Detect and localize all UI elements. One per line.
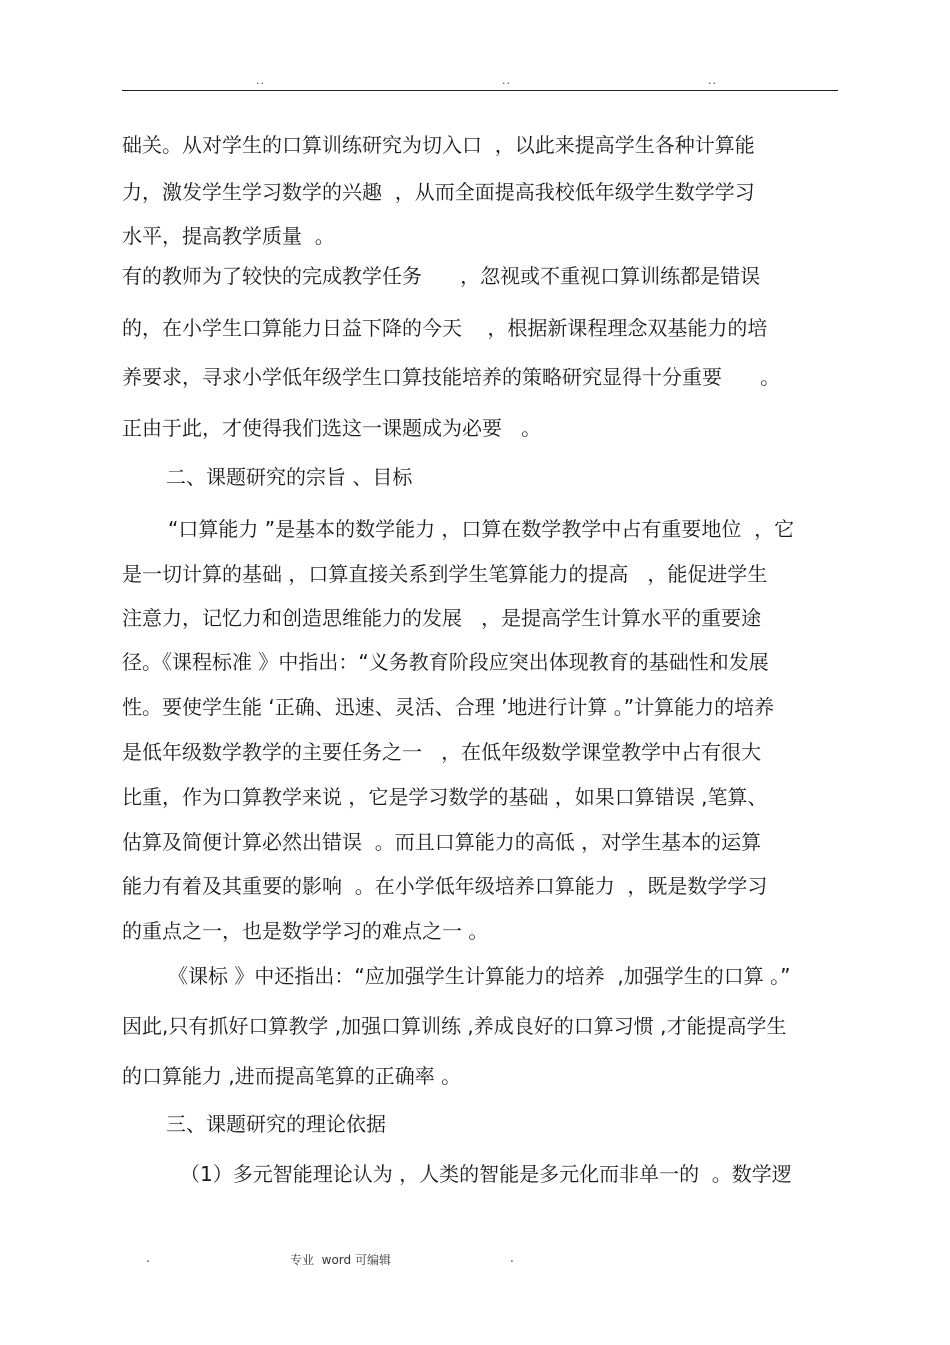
body-line: 正由于此，才使得我们选这一课题成为必要 。 [122,416,542,440]
body-line: 能力有着及其重要的影响 。在小学低年级培养口算能力 ，既是数学学习 [122,874,768,898]
body-line: 的口算能力 ,进而提高笔算的正确率 。 [122,1064,462,1088]
body-line: （1）多元智能理论认为 ，人类的智能是多元化而非单一的 。数学逻 [180,1162,792,1186]
body-line: 有的教师为了较快的完成教学任务 ，忽视或不重视口算训练都是错误 [122,264,761,288]
body-line: 因此,只有抓好口算教学 ,加强口算训练 ,养成良好的口算习惯 ,才能提高学生 [122,1014,787,1038]
body-line: 性。要使学生能 ‘正确、迅速、灵活、合理 ’地进行计算 。”计算能力的培养 [122,695,775,719]
body-line: 是一切计算的基础 ，口算直接关系到学生笔算能力的提高 ，能促进学生 [122,562,768,586]
body-line: 的，在小学生口算能力日益下降的今天 ，根据新课程理念双基能力的培 [122,316,768,340]
section-heading: 三、课题研究的理论依据 [166,1112,386,1136]
body-line: 径。《课程标准 》中指出：“义务教育阶段应突出体现教育的基础性和发展 [122,650,769,674]
body-line: 础关。从对学生的口算训练研究为切入口 ，以此来提高学生各种计算能 [122,133,755,157]
header-mark-center: .. [502,74,511,87]
header-mark-right: .. [708,74,717,87]
body-line: “口算能力 ”是基本的数学能力 ，口算在数学教学中占有重要地位 ，它 [168,517,795,541]
body-line: 估算及简便计算必然出错误 。而且口算能力的高低 ，对学生基本的运算 [122,830,762,854]
footer-text: 专业 word 可编辑 [290,1253,391,1267]
footer-mark-left: . [146,1251,150,1265]
body-line: 的重点之一，也是数学学习的难点之一 。 [122,919,489,943]
body-line: 《课标 》中还指出：“应加强学生计算能力的培养 ,加强学生的口算 。” [168,964,791,988]
body-line: 注意力，记忆力和创造思维能力的发展 ，是提高学生计算水平的重要途 [122,606,762,630]
body-line: 是低年级数学教学的主要任务之一 ，在低年级数学课堂教学中占有很大 [122,740,762,764]
body-line: 比重，作为口算教学来说 ，它是学习数学的基础 ，如果口算错误 ,笔算、 [122,785,768,809]
body-line: 水平，提高教学质量 。 [122,224,335,248]
section-heading: 二、课题研究的宗旨 、目标 [166,465,413,489]
footer-mark-right: . [510,1251,514,1265]
header-rule [122,90,838,91]
body-line: 养要求，寻求小学低年级学生口算技能培养的策略研究显得十分重要 。 [122,365,781,389]
header-mark-left: .. [256,74,265,87]
body-line: 力，激发学生学习数学的兴趣 ，从而全面提高我校低年级学生数学学习 [122,180,755,204]
